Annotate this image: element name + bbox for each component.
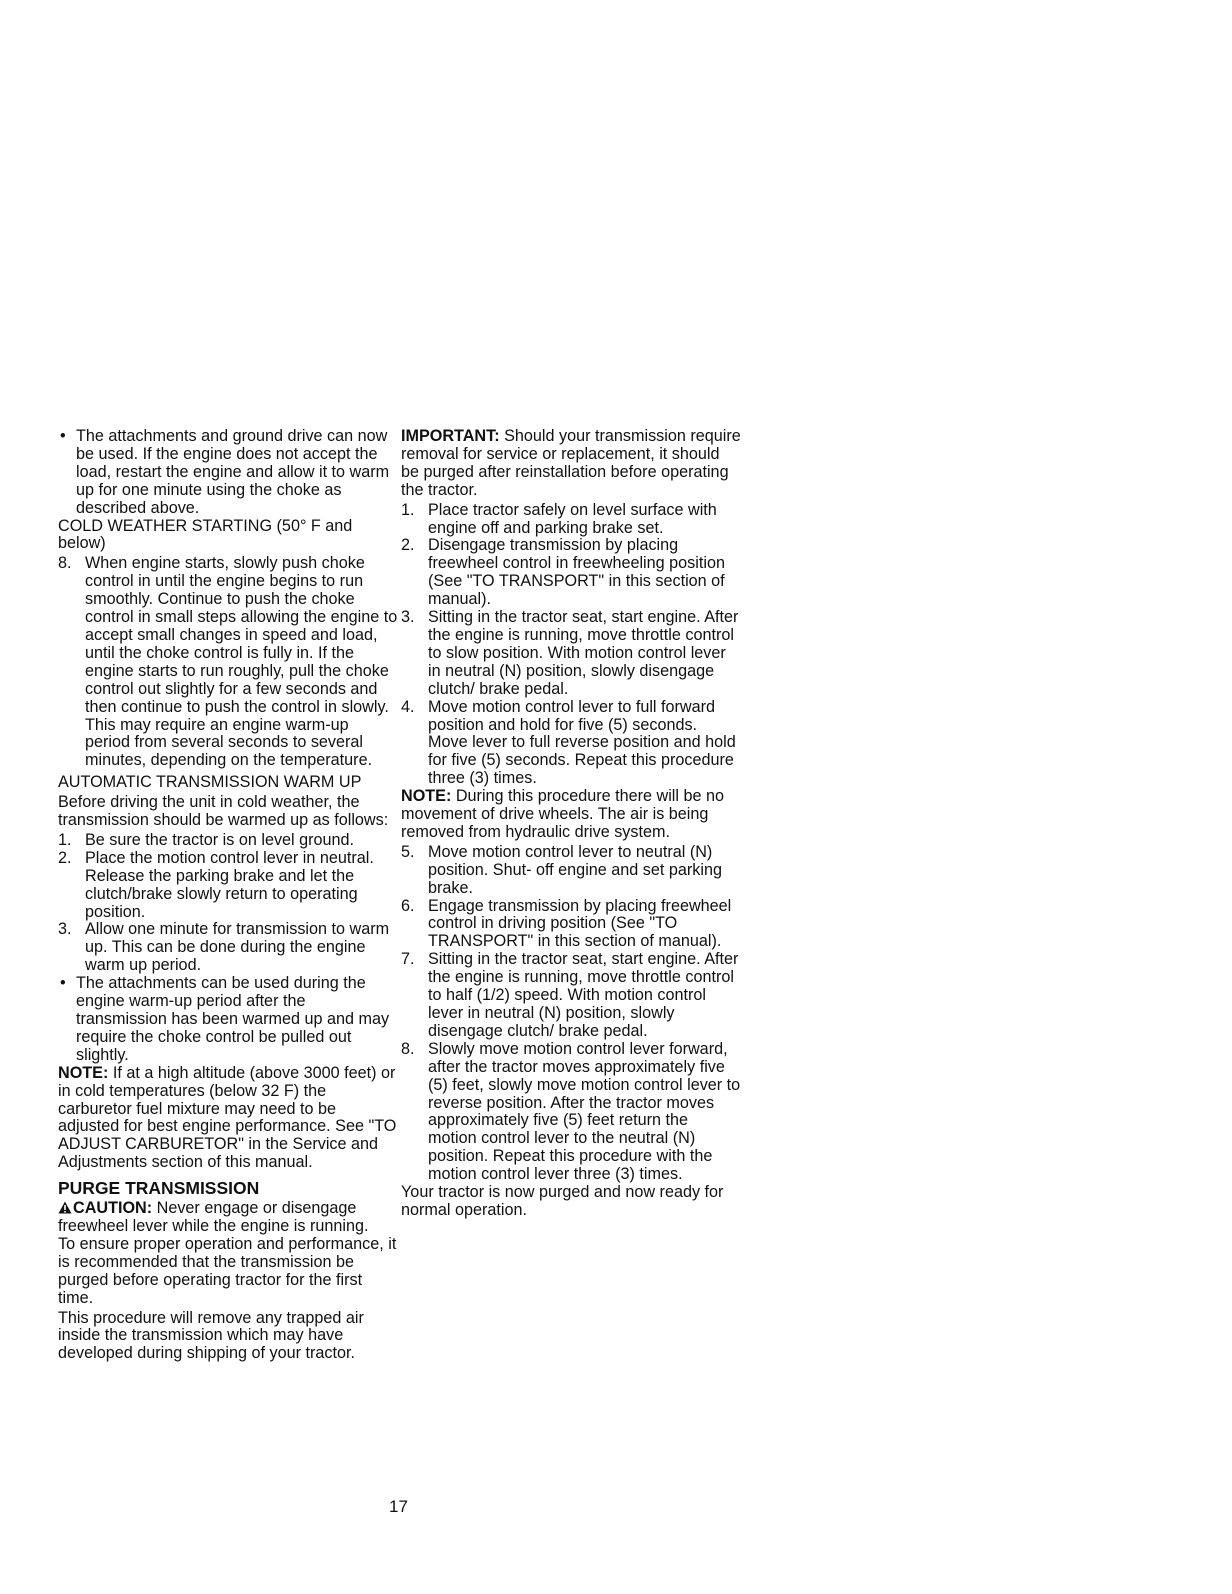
warmup-steps-list — [58, 832, 398, 975]
step-number: 5. — [401, 842, 415, 861]
step-item — [401, 699, 741, 789]
step-number: 3. — [58, 920, 72, 939]
warmup-bullet — [58, 975, 398, 1065]
step-item — [401, 951, 741, 1041]
purge-para-2: This procedure will remove any trapped air inside the transmission which may have developed during shipping of your tractor. — [58, 1308, 364, 1363]
right-column — [401, 428, 741, 1222]
cold-step-8 — [58, 555, 398, 770]
step-number: 1. — [58, 830, 72, 849]
step-item — [401, 537, 741, 609]
bullet-icon: • — [60, 974, 66, 993]
step-text: When engine starts, slowly push choke control in until the engine begins to run smoothly. Continue to push the choke control in small steps allowing the engine to accept small changes in speed and load, until the choke control is fully in. If the engine starts to run roughly, pull the choke control out slightly for a few seconds and then continue to push the control in slowly. This may require an engine warm-up period from several seconds to several minutes, depending on the temperature. — [85, 554, 398, 770]
bullet-icon: • — [60, 427, 66, 445]
important-label: IMPORTANT: — [401, 427, 500, 445]
step-text: Allow one minute for transmission to warm up. This can be done during the engine warm up period. — [85, 920, 390, 975]
step-text: Place tractor safely on level surface with engine off and parking brake set. — [428, 500, 717, 537]
step-number: 8. — [401, 1039, 415, 1058]
step-text: Move motion control lever to full forward position and hold for five (5) seconds. Move lever to full reverse position and hold for five (5) seconds. Repeat this procedure three (3) times. — [428, 697, 736, 788]
step-text: Place the motion control lever in neutral. Release the parking brake and let the clutch/brake slowly return to operating position. — [85, 848, 374, 921]
step-text: Be sure the tractor is on level ground. — [85, 830, 355, 849]
drive-wheels-note — [401, 788, 741, 842]
step-item — [401, 609, 741, 699]
step-number: 4. — [401, 697, 415, 716]
step-item — [401, 898, 741, 952]
step-number: 2. — [401, 536, 415, 555]
step-item — [401, 844, 741, 898]
altitude-note — [58, 1065, 398, 1172]
note-label: NOTE: — [58, 1063, 109, 1082]
step-item — [58, 921, 398, 975]
note-text: If at a high altitude (above 3000 feet) or in cold temperatures (below 32 F) the carburetor fuel mixture may need to be adjusted for best engine performance. See "TO ADJUST CARBURETOR" in the Service and Adjustments section of this manual. — [58, 1063, 397, 1172]
caution-notice — [58, 1200, 398, 1236]
cold-weather-heading: COLD WEATHER STARTING (50° F and below) — [58, 516, 353, 553]
warmup-bullet-text: The attachments can be used during the engine warm-up period after the transmission has been warmed up and may require the choke control be pulled out slightly. — [76, 974, 390, 1064]
intro-bullet-text: The attachments and ground drive can now be used. If the engine does not accept the load, restart the engine and allow it to warm up for one minute using the choke as described above. — [76, 427, 390, 517]
purge-para-1: To ensure proper operation and performance, it is recommended that the transmission be purged before operating tractor for the first time. — [58, 1234, 397, 1307]
step-number: 1. — [401, 500, 415, 519]
caution-text: Never engage or disengage freewheel lever while the engine is running. — [58, 1199, 369, 1235]
step-number: 2. — [58, 848, 72, 867]
page-number: 17 — [389, 1497, 408, 1516]
step-item — [401, 1041, 741, 1184]
purge-steps-list-b — [401, 844, 741, 1184]
step-text: Engage transmission by placing freewheel control in driving position (See "TO TRANSPORT" in this section of manual). — [428, 896, 732, 951]
important-text: Should your transmission require removal for service or replacement, it should be purged after reinstallation before operating the tractor. — [401, 427, 741, 499]
step-number: 8. — [58, 554, 72, 573]
closing-text: Your tractor is now purged and now ready for normal operation. — [401, 1183, 724, 1219]
note-label: NOTE: — [401, 787, 452, 806]
left-column — [58, 428, 398, 1365]
step-item — [58, 832, 398, 850]
purge-heading: PURGE TRANSMISSION — [58, 1178, 260, 1199]
step-text: Sitting in the tractor seat, start engine. After the engine is running, move throttle control to slow position. With motion control lever in neutral (N) position, slowly disengage clutch/ brake pedal. — [428, 608, 739, 698]
step-text: Sitting in the tractor seat, start engine. After the engine is running, move throttle control to half (1/2) speed. With motion control lever in neutral (N) position, slowly disengage clutch/ brake pedal. — [428, 950, 739, 1040]
caution-label: CAUTION: — [73, 1199, 153, 1218]
step-text: Move motion control lever to neutral (N) position. Shut- off engine and set parking brake. — [428, 842, 722, 897]
note-text: During this procedure there will be no movement of drive wheels. The air is being removed from hydraulic drive system. — [401, 787, 724, 841]
step-item — [401, 502, 741, 538]
warning-triangle-icon — [58, 1201, 72, 1214]
step-number: 6. — [401, 896, 415, 915]
warmup-intro: Before driving the unit in cold weather, the transmission should be warmed up as follows: — [58, 793, 389, 830]
important-notice — [401, 428, 741, 500]
step-number: 7. — [401, 950, 415, 969]
step-number: 3. — [401, 608, 415, 627]
step-text: Disengage transmission by placing freewheel control in freewheeling position (See "TO TRANSPORT" in this section of manual). — [428, 536, 725, 609]
purge-steps-list-a — [401, 502, 741, 789]
warmup-heading: AUTOMATIC TRANSMISSION WARM UP — [58, 773, 362, 792]
step-item — [58, 850, 398, 922]
step-text: Slowly move motion control lever forward, after the tractor moves approximately five (5) feet, slowly move motion control lever to reverse position. After the tractor moves approximately five (5) feet return the motion control lever to the neutral (N) position. Repeat this procedure with the motion control lever three (3) times. — [428, 1039, 741, 1184]
intro-bullet — [58, 428, 398, 518]
